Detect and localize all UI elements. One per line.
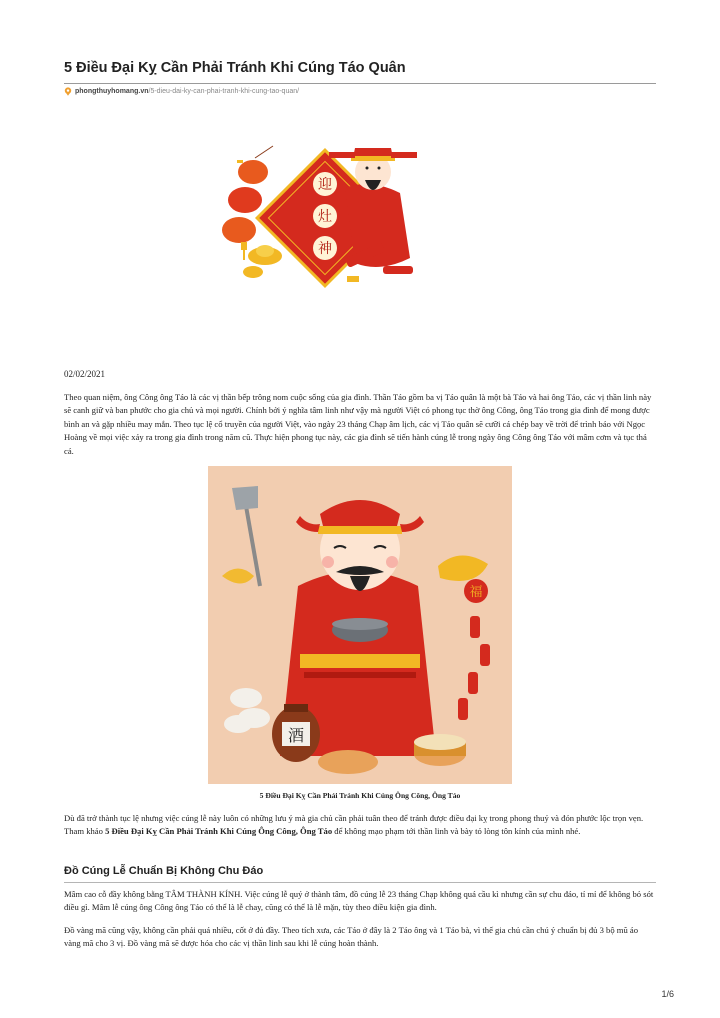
banner-char-3: 神 [318,241,332,257]
source-domain[interactable]: phongthuyhomang.vn [75,88,149,95]
wine-jar-char: 酒 [287,726,305,745]
lantern-icon [222,217,256,243]
article-title: 5 Điều Đại Kỵ Cần Phải Tránh Khi Cúng Táo Quân [64,60,406,76]
source-url[interactable] [64,87,299,96]
banner-char-1: 迎 [318,177,332,193]
lantern-icon [238,160,268,184]
dumpling-icon [230,688,262,708]
paragraph-votive-paper: Đồ vàng mã cũng vậy, không cần phải quá nhiều, cốt ở đủ đầy. Theo tích xưa, các Táo ở đây là 2 Táo ông và 1 Táo bà, vì thế gia chủ cần chú ý chuẩn bị đủ 3 bộ mũ áo vàng mã cho 3 vị. Đồ vàng mã sẽ được hóa cho các vị thần linh sau khi lễ cúng hoàn thành. [64,925,639,949]
section-divider [64,882,656,883]
roast-chicken-icon [318,750,378,774]
page-number: 1/6 [661,989,674,999]
kitchen-god-figure [208,466,512,784]
title-divider [64,83,656,84]
source-path[interactable]: /5-dieu-dai-ky-can-phai-tranh-khi-cung-tao-quan/ [148,88,300,95]
fu-charm-char: 福 [469,585,483,600]
article-link-bold: 5 Điều Đại Kỵ Cần Phải Tránh Khi Cúng Ông Công, Ông Táo [105,826,333,837]
paragraph-offerings: Mâm cao cỗ đầy không bằng TÂM THÀNH KÍNH. Việc cúng lễ quý ở thành tâm, đồ cúng lễ 23 tháng Chạp không quá cầu kì nhưng cần sự chu đáo, tỉ mỉ để không bỏ sót điều gì. Mâm lễ cúng ông Công ông Táo có thể là lễ chay, cũng có thể là lễ mặn, tùy theo điều kiện gia đình. [64,889,654,913]
lantern-icon [228,187,262,213]
section-heading: Đồ Cúng Lễ Chuẩn Bị Không Chu Đáo [64,865,264,877]
spatula-icon [232,486,258,510]
location-pin-icon [64,87,72,96]
hero-illustration [195,138,425,298]
banner-char-2: 灶 [318,209,332,225]
figure-caption: 5 Điều Đại Kỵ Cần Phải Tránh Khi Cúng Ông Công, Ông Táo [259,791,461,800]
paragraph-reference: Dù đã trở thành tục lệ nhưng việc cúng lễ này luôn có những lưu ý mà gia chủ cần phải tuân theo để tránh được điều đại kỵ trong phong thuỷ và đón phước lộc trọn vẹn. Tham khảo 5 Điều Đại Kỵ Cần Phải Tránh Khi Cúng Ông Công, Ông Táo để không mạo phạm tới thần linh và bày tỏ lòng tôn kính của mình nhé. [64,813,644,837]
paragraph-intro: Theo quan niệm, ông Công ông Táo là các vị thần bếp trông nom cuộc sống của gia đình. Thần Táo gồm ba vị Táo quân là một bà Táo và hai ông Táo, các vị thần linh này sẽ canh giữ và ban phước cho gia chủ và mọi người. Chính bởi ý nghĩa tâm linh như vậy mà người Việt có phong tục thờ ông Công, ông Táo trong gia đình để mong được bình an và gặp nhiều may mắn. Theo tục lệ cổ truyền của người Việt, vào ngày 23 tháng Chạp âm lịch, các vị Táo quân sẽ cưỡi cá chép bay về trời để trình báo với Ngọc Hoàng về mọi việc xảy ra trong gia đình trong năm cũ. Thực hiện phong tục này, các gia đình sẽ tiến hành cúng lễ trong ngày ông Công ông Táo với mâm cơm và tục thả cá. [64,392,652,456]
publish-date: 02/02/2021 [64,369,106,379]
